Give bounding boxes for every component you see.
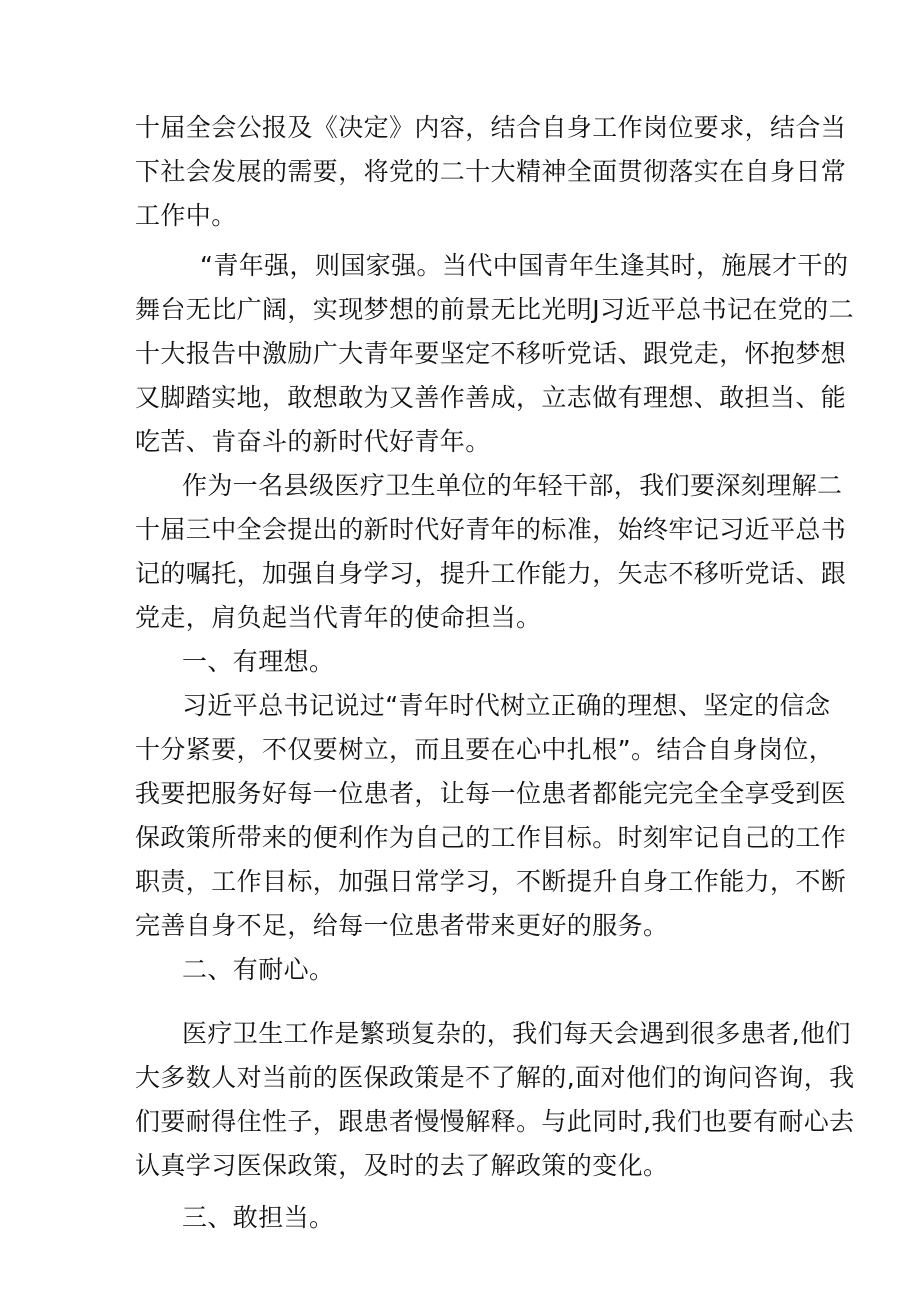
text-line: 记的嘱托，加强自身学习，提升工作能力，矢志不移听党话、跟 — [135, 559, 847, 588]
text-line: 大多数人对当前的医保政策是不了解的,面对他们的询问咨询，我 — [135, 1063, 855, 1092]
text-line: 十分紧要，不仅要树立，而且要在心中扎根”。结合自身岗位， — [135, 735, 835, 764]
section-heading: 三、敢担当。 — [182, 1203, 335, 1232]
text-line: 十届三中全会提出的新时代好青年的标准，始终牢记习近平总书 — [135, 515, 847, 544]
text-line: 又脚踏实地，敢想敢为又善作善成，立志做有理想、敢担当、能 — [135, 383, 847, 412]
text-line: 认真学习医保政策，及时的去了解政策的变化。 — [135, 1151, 669, 1180]
text-line: 医疗卫生工作是繁琐复杂的，我们每天会遇到很多患者,他们 — [182, 1019, 851, 1048]
text-line: 舞台无比广阔，实现梦想的前景无比光明J习近平总书记在党的二 — [135, 295, 854, 324]
text-line: 党走，肩负起当代青年的使命担当。 — [135, 603, 542, 632]
section-heading: 二、有耐心。 — [182, 955, 335, 984]
text-line: 工作中。 — [135, 201, 237, 230]
text-line: 们要耐得住性子，跟患者慢慢解释。与此同时,我们也要有耐心去 — [135, 1107, 855, 1136]
text-line: 职责，工作目标，加强日常学习，不断提升自身工作能力，不断 — [135, 867, 847, 896]
text-line: 作为一名县级医疗卫生单位的年轻干部，我们要深刻理解二 — [182, 471, 843, 500]
text-line: 保政策所带来的便利作为自己的工作目标。时刻牢记自己的工作 — [135, 823, 847, 852]
text-line: 完善自身不足，给每一位患者带来更好的服务。 — [135, 911, 669, 940]
section-heading: 一、有理想。 — [182, 647, 335, 676]
text-line: 吃苦、肯奋斗的新时代好青年。 — [135, 427, 491, 456]
text-line: 十大报告中激励广大青年要坚定不移听党话、跟党走，怀抱梦想 — [135, 339, 847, 368]
text-line: 十届全会公报及《决定》内容，结合自身工作岗位要求，结合当 — [135, 113, 847, 142]
text-line: 下社会发展的需要，将党的二十大精神全面贯彻落实在自身日常 — [135, 157, 847, 186]
text-line: 习近平总书记说过“青年时代树立正确的理想、坚定的信念 — [182, 691, 831, 720]
text-line: 我要把服务好每一位患者，让每一位患者都能完完全全享受到医 — [135, 779, 847, 808]
text-line: “青年强，则国家强。当代中国青年生逢其时，施展才干的 — [200, 251, 849, 280]
